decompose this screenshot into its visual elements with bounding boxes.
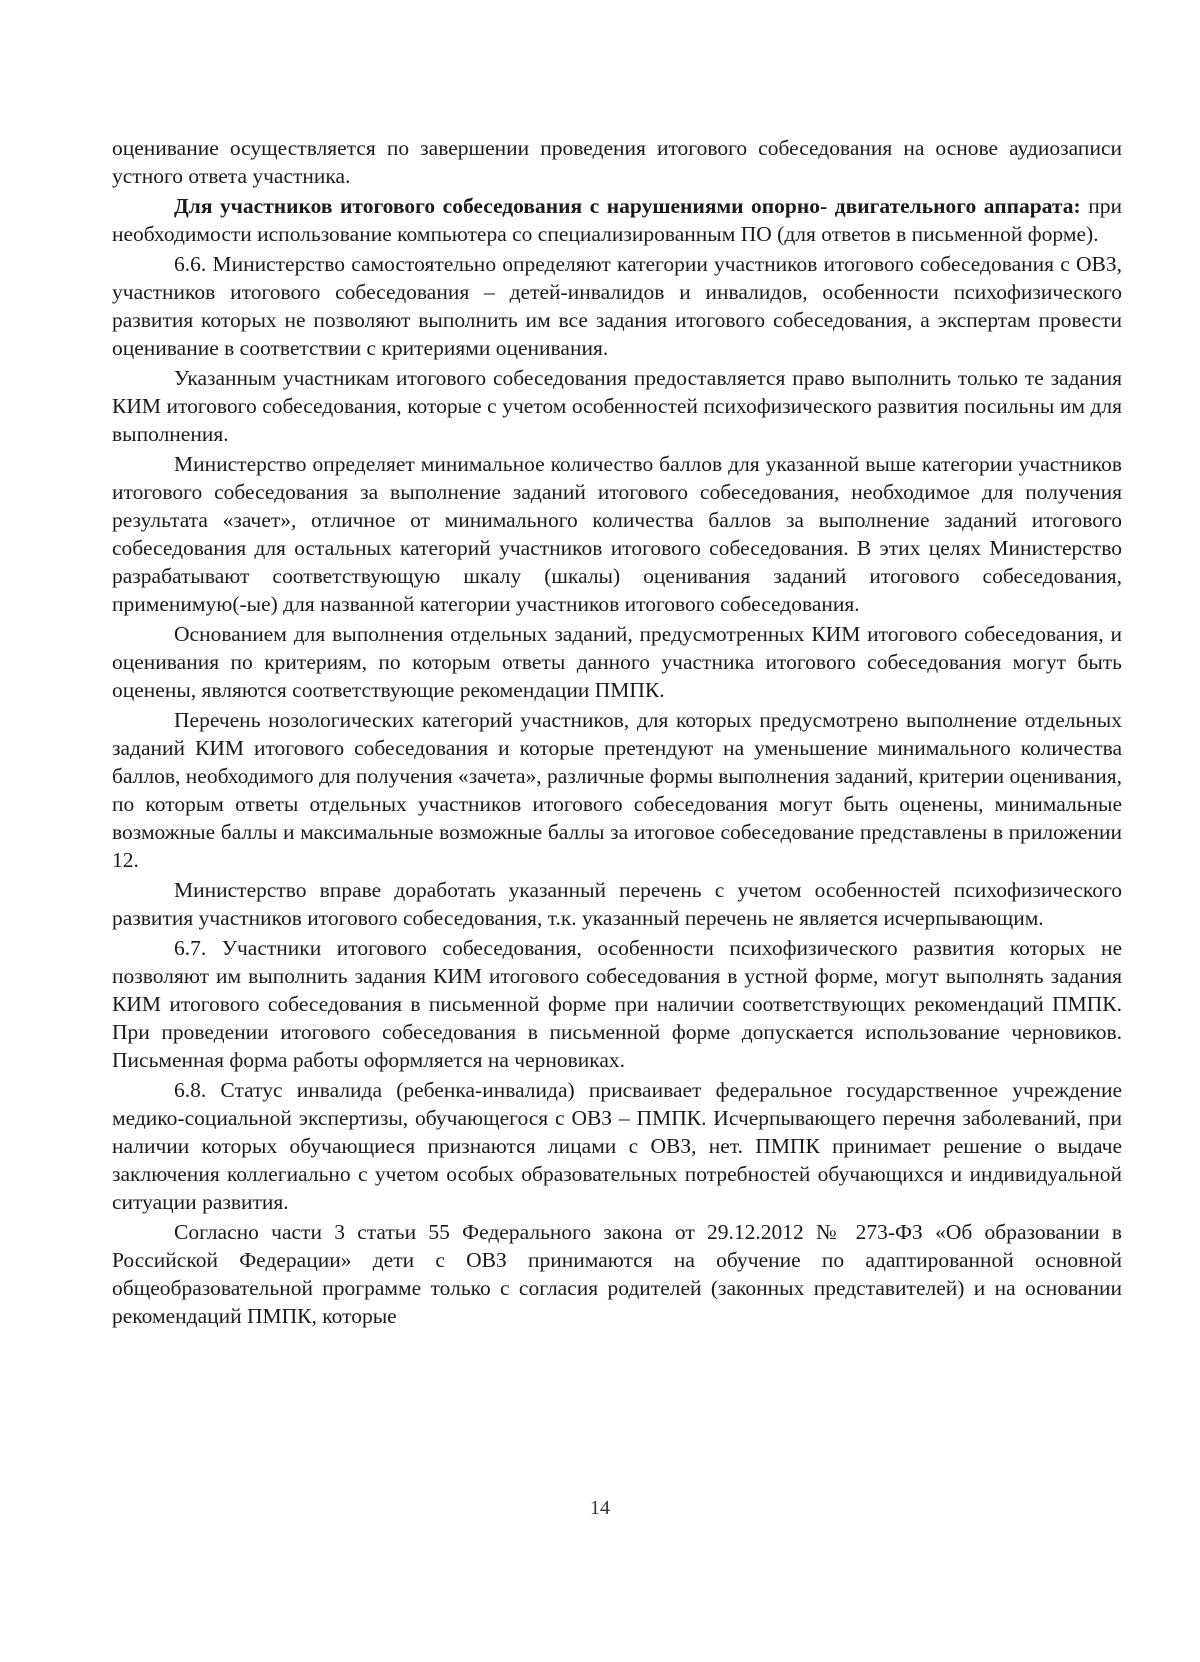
paragraph-right-to-perform: Указанным участникам итогового собеседования предоставляется право выполнить только те задания КИМ итогового собеседования, которые с учетом особенностей психофизического развития посильны им для выполнения.	[112, 366, 1122, 446]
paragraph-musculoskeletal	[112, 192, 1122, 248]
document-body	[112, 134, 1122, 1332]
paragraph-nosological-list: Перечень нозологических категорий участников, для которых предусмотрено выполнение отдельных заданий КИМ итогового собеседования и которые претендуют на уменьшение минимального количества баллов, необходимого для получения «зачета», различные формы выполнения заданий, критерии оценивания, по которым ответы отдельных участников итогового собеседования могут быть оценены, минимальные возможные баллы и максимальные возможные баллы за итоговое собеседование представлены в приложении 12.	[112, 708, 1122, 872]
paragraph-6-7: 6.7. Участники итогового собеседования, особенности психофизического развития которых не позволяют им выполнить задания КИМ итогового собеседования в устной форме, могут выполнять задания КИМ итогового собеседования в письменной форме при наличии соответствующих рекомендаций ПМПК. При проведении итогового собеседования в письменной форме допускается использование черновиков. Письменная форма работы оформляется на черновиках.	[112, 936, 1122, 1072]
paragraph-continuation: оценивание осуществляется по завершении проведения итогового собеседования на основе аудиозаписи устного ответа участника.	[112, 136, 1122, 188]
paragraph-ministry-may-refine: Министерство вправе доработать указанный перечень с учетом особенностей психофизического развития участников итогового собеседования, т.к. указанный перечень не является исчерпывающим.	[112, 878, 1122, 930]
paragraph-6-6: 6.6. Министерство самостоятельно определяют категории участников итогового собеседования с ОВЗ, участников итогового собеседования – детей-инвалидов и инвалидов, особенности психофизического развития которых не позволяют выполнить им все задания итогового собеседования, а экспертам провести оценивание в соответствии с критериями оценивания.	[112, 252, 1122, 360]
paragraph-6-8: 6.8. Статус инвалида (ребенка-инвалида) присваивает федеральное государственное учреждение медико-социальной экспертизы, обучающегося с ОВЗ – ПМПК. Исчерпывающего перечня заболеваний, при наличии которых обучающиеся признаются лицами с ОВЗ, нет. ПМПК принимает решение о выдаче заключения коллегиально с учетом особых образовательных потребностей обучающихся и индивидуальной ситуации развития.	[112, 1078, 1122, 1214]
page-number: 14	[590, 1497, 610, 1519]
paragraph-basis-pmpk: Основанием для выполнения отдельных заданий, предусмотренных КИМ итогового собеседования, и оценивания по критериям, по которым ответы данного участника итогового собеседования могут быть оценены, являются соответствующие рекомендации ПМПК.	[112, 622, 1122, 702]
paragraph-federal-law: Согласно части 3 статьи 55 Федерального закона от 29.12.2012 № 273-ФЗ «Об образовании в Российской Федерации» дети с ОВЗ принимаются на обучение по адаптированной основной общеобразовательной программе только с согласия родителей (законных представителей) и на основании рекомендаций ПМПК, которые	[112, 1220, 1122, 1328]
paragraph-bold-heading: Для участников итогового собеседования с нарушениями опорно- двигательного аппарата:	[174, 194, 1081, 218]
paragraph-bold-followup: при необходимости использование компьютера со специализированным ПО (для ответов в письменной форме).	[112, 194, 1122, 246]
paragraph-minimum-score: Министерство определяет минимальное количество баллов для указанной выше категории участников итогового собеседования за выполнение заданий итогового собеседования, необходимое для получения результата «зачет», отличное от минимального количества баллов за выполнение заданий итогового собеседования для остальных категорий участников итогового собеседования. В этих целях Министерство разрабатывают соответствующую шкалу (шкалы) оценивания заданий итогового собеседования, применимую(-ые) для названной категории участников итогового собеседования.	[112, 452, 1122, 616]
